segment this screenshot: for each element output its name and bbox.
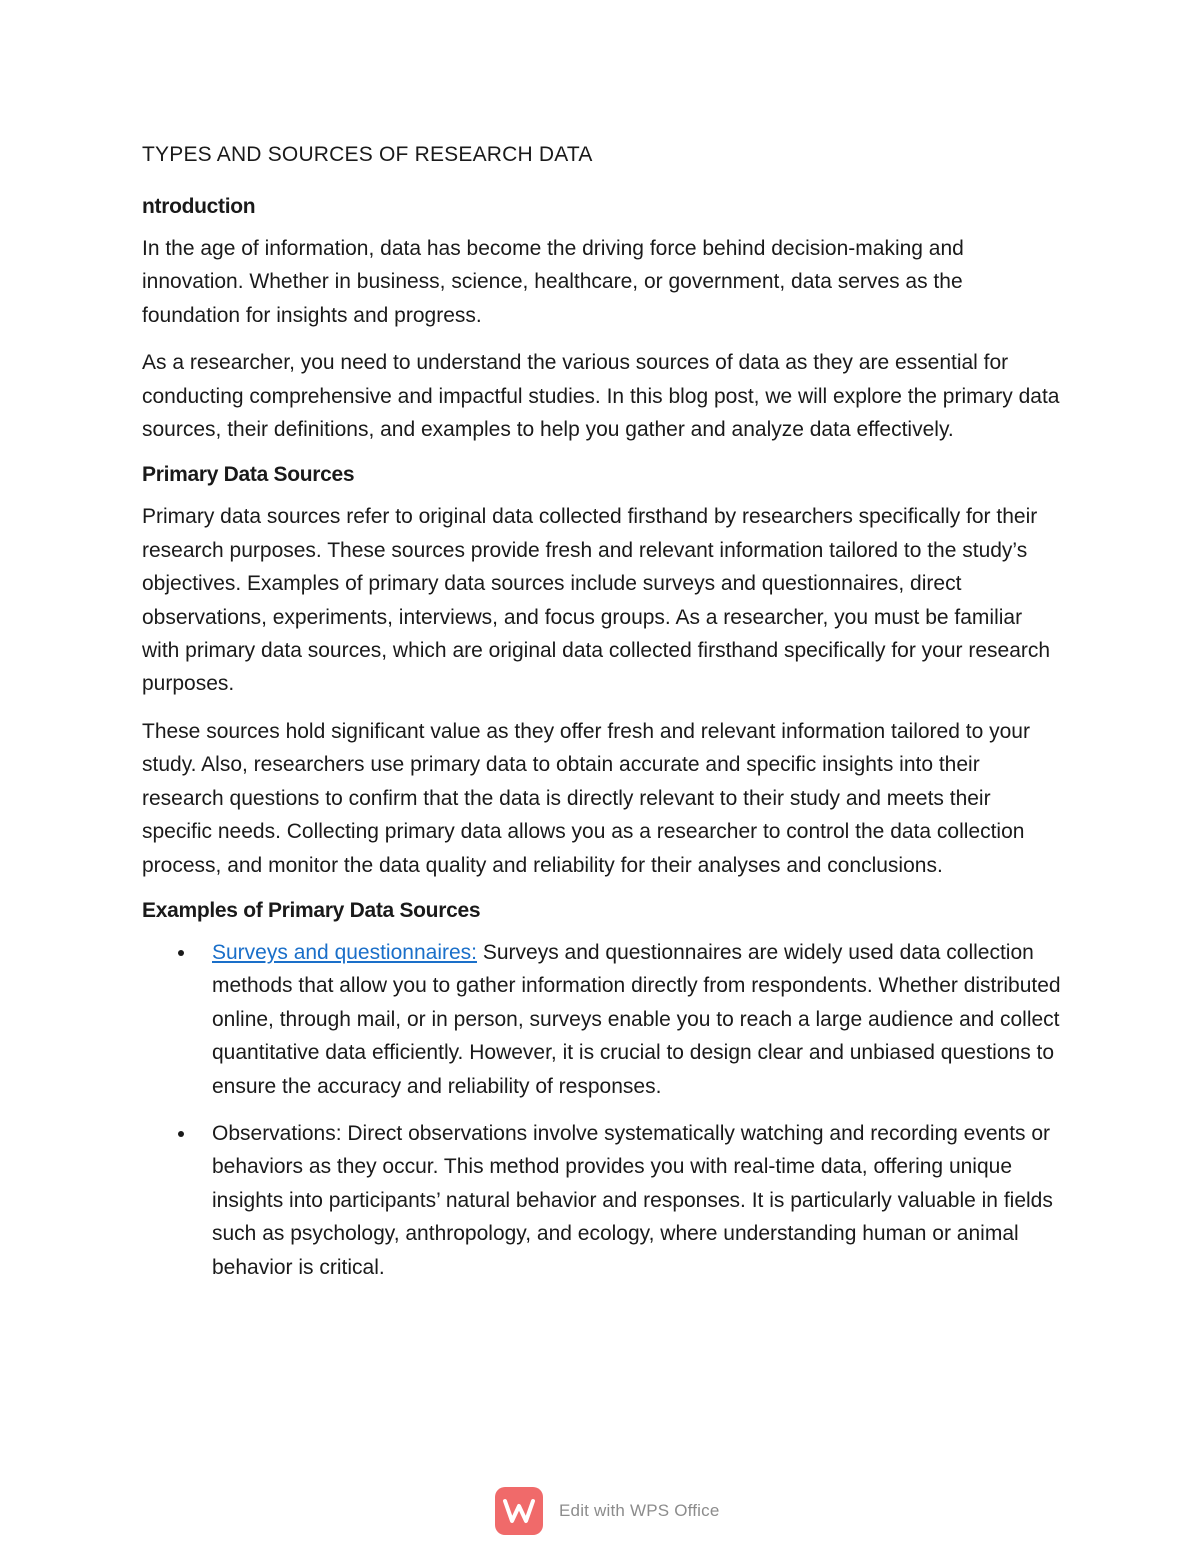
surveys-link[interactable]: Surveys and questionnaires: [212, 940, 477, 964]
examples-list [142, 936, 1062, 1284]
primary-paragraph-1: Primary data sources refer to original data collected firsthand by researchers specifically for their research purposes. These sources provide fresh and relevant information tailored to the study’s objectives. Examples of primary data sources include surveys and questionnaires, direct observations, experiments, interviews, and focus groups. As a researcher, you must be familiar with primary data sources, which are original data collected firsthand specifically for your research purposes. [142, 505, 1051, 696]
bullet-icon [178, 1131, 184, 1137]
introduction-heading: ntroduction [142, 195, 256, 218]
intro-paragraph-1: In the age of information, data has become the driving force behind decision-making and innovation. Whether in business, science, healthcare, or government, data serves as the foundation for insights and progress. [142, 237, 964, 327]
intro-paragraph-2: As a researcher, you need to understand the various sources of data as they are essential for conducting comprehensive and impactful studies. In this blog post, we will explore the primary data sources, their definitions, and examples to help you gather and analyze data effectively. [142, 351, 1060, 442]
examples-heading: Examples of Primary Data Sources [142, 898, 481, 922]
document-page [142, 140, 1062, 1298]
edit-with-wps-text: Edit with WPS Office [559, 1501, 720, 1520]
document-title: TYPES AND SOURCES OF RESEARCH DATA [142, 143, 593, 166]
wps-footer[interactable] [495, 1486, 720, 1536]
list-item [142, 1117, 1062, 1284]
list-item-text: Observations: Direct observations involve systematically watching and recording events or behaviors as they occur. This method provides you with real-time data, offering unique insights into participants’ natural behavior and responses. It is particularly valuable in fields such as psychology, anthropology, and ecology, where understanding human or animal behavior is critical. [212, 1121, 1053, 1279]
wps-logo-icon [495, 1487, 543, 1535]
primary-paragraph-2: These sources hold significant value as they offer fresh and relevant information tailored to your study. Also, researchers use primary data to obtain accurate and specific insights into their research questions to confirm that the data is directly relevant to their study and meets their specific needs. Collecting primary data allows you as a researcher to control the data collection process, and monitor the data quality and reliability for their analyses and conclusions. [142, 719, 1030, 877]
list-item-text: Surveys and questionnaires are widely used data collection methods that allow you to gather information directly from respondents. Whether distributed online, through mail, or in person, surveys enable you to reach a large audience and collect quantitative data efficiently. However, it is crucial to design clear and unbiased questions to ensure the accuracy and reliability of responses. [212, 940, 1061, 1098]
primary-data-sources-heading: Primary Data Sources [142, 463, 355, 487]
list-item [142, 936, 1062, 1103]
bullet-icon [178, 950, 184, 956]
